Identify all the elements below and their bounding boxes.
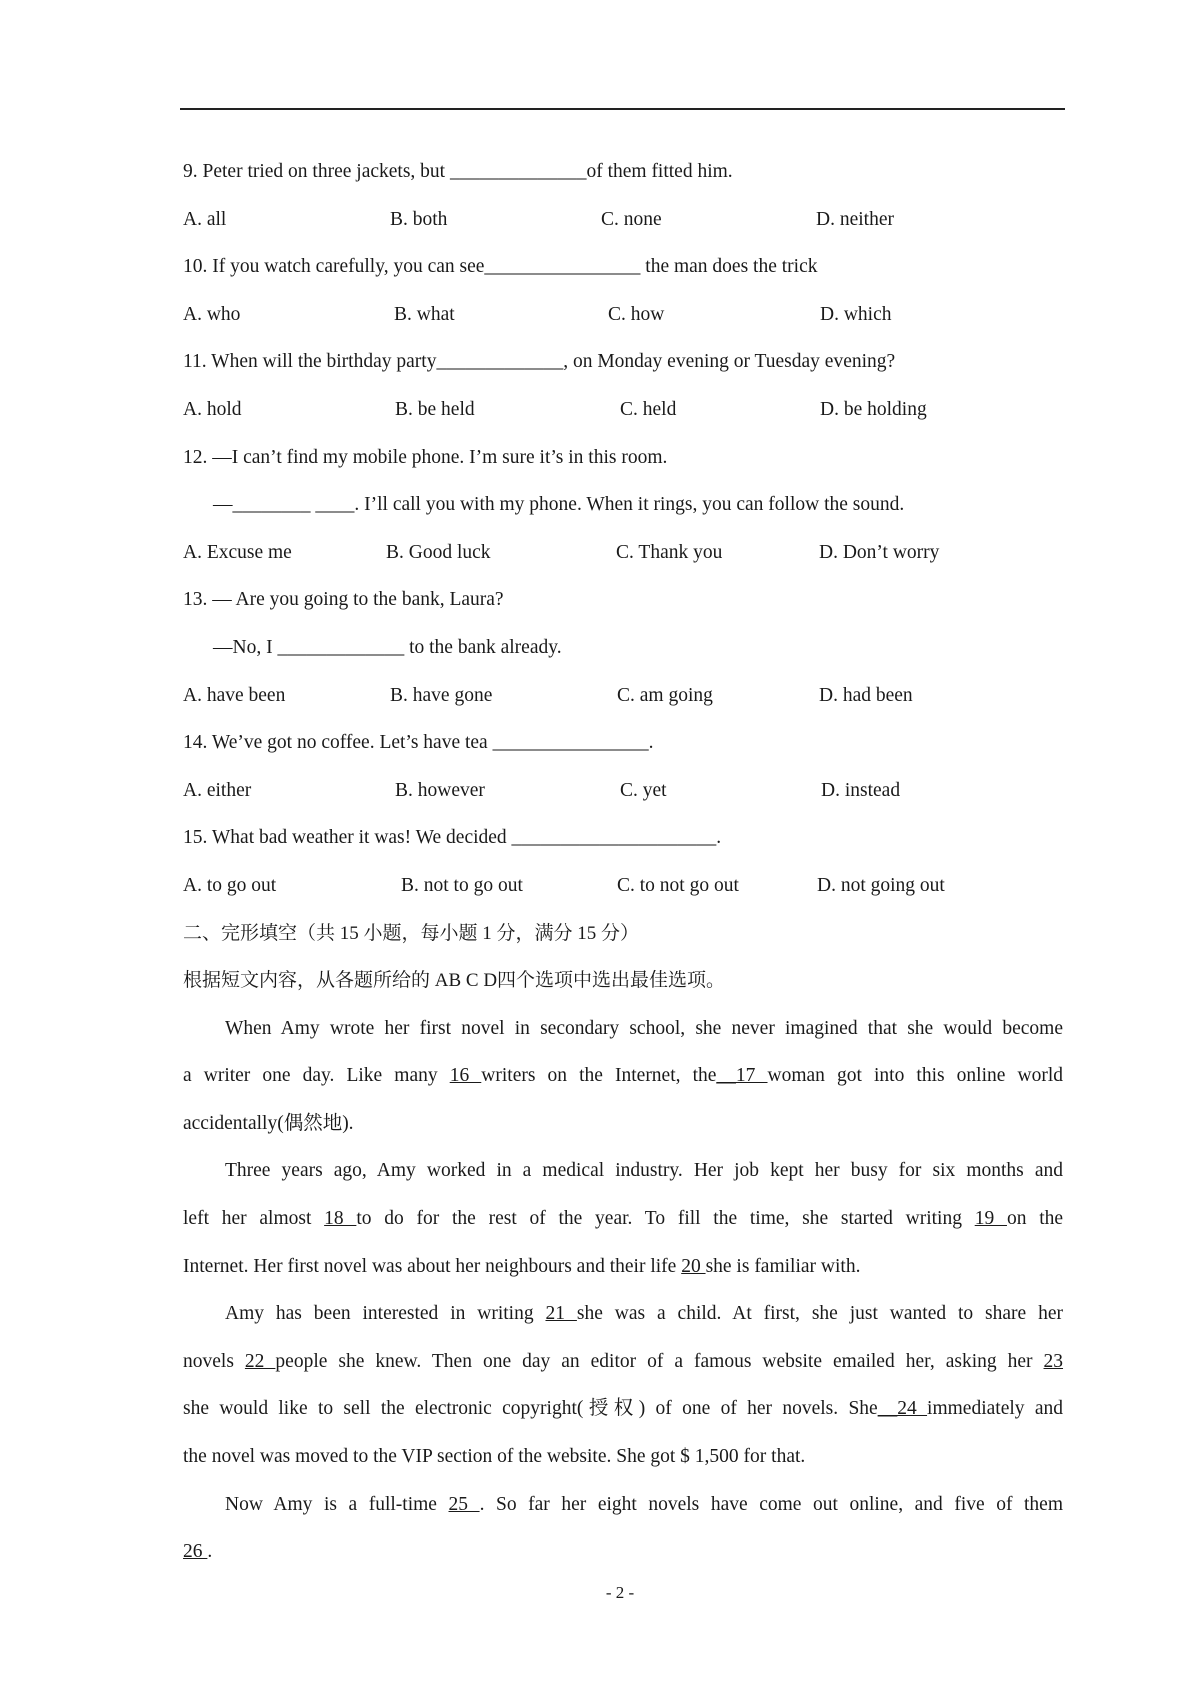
- blank-20: 20: [681, 1255, 706, 1277]
- passage-line: Now Amy is a full-time 25 . So far her eight novels have come out online, and five of them: [225, 1493, 1063, 1515]
- option-c: C. am going: [617, 684, 713, 706]
- question-9-stem: 9. Peter tried on three jackets, but ______________of them fitted him.: [183, 161, 733, 182]
- option-d: D. Don’t worry: [819, 541, 940, 563]
- option-d: D. not going out: [817, 874, 945, 896]
- question-11-options: [183, 386, 1063, 434]
- passage-line: Internet. Her first novel was about her neighbours and their life 20 she is familiar with.: [183, 1255, 861, 1277]
- option-a: A. who: [183, 303, 241, 325]
- question-14-stem: 14. We’ve got no coffee. Let’s have tea ________________.: [183, 732, 654, 754]
- passage-line: a writer one day. Like many 16 writers on the Internet, the__17 woman got into this online world: [183, 1065, 1063, 1087]
- option-b: B. have gone: [390, 684, 493, 706]
- question-14-options: [183, 767, 1063, 815]
- blank-21: 21: [545, 1303, 577, 1325]
- option-c: C. held: [620, 398, 677, 420]
- option-c: C. none: [601, 208, 662, 230]
- blank-18: 18: [324, 1208, 357, 1230]
- blank-19: 19: [974, 1208, 1007, 1230]
- passage-line: Three years ago, Amy worked in a medical industry. Her job kept her busy for six months and: [225, 1160, 1063, 1182]
- option-b: B. Good luck: [386, 541, 491, 563]
- blank-26: 26: [183, 1541, 208, 1563]
- option-a: A. either: [183, 779, 252, 801]
- question-10-stem: 10. If you watch carefully, you can see________________ the man does the trick: [183, 256, 818, 278]
- option-a: A. Excuse me: [183, 541, 292, 563]
- option-a: A. to go out: [183, 874, 277, 896]
- option-a: A. all: [183, 208, 227, 230]
- option-d: D. which: [820, 303, 892, 325]
- passage-line: novels 22 people she knew. Then one day an editor of a famous website emailed her, asking her 23: [183, 1350, 1064, 1372]
- option-c: C. how: [608, 303, 665, 325]
- option-a: A. have been: [183, 684, 286, 706]
- option-b: B. not to go out: [401, 874, 523, 896]
- passage-line: Amy has been interested in writing 21 she was a child. At first, she just wanted to share her: [225, 1303, 1063, 1325]
- question-15-stem: 15. What bad weather it was! We decided _____________________.: [183, 827, 722, 849]
- option-d: D. be holding: [820, 398, 927, 420]
- question-12-options: [183, 529, 1063, 577]
- option-c: C. to not go out: [617, 874, 739, 896]
- option-a: A. hold: [183, 398, 242, 420]
- section-title: 二、完形填空（共 15 小题，每小题 1 分，满分 15 分）: [183, 922, 640, 944]
- question-13-stem-reply: —No, I _____________ to the bank already.: [213, 636, 562, 658]
- blank-22: 22: [244, 1350, 276, 1372]
- question-15-options: [183, 862, 1063, 910]
- question-12-stem-reply: —________ ____. I’ll call you with my phone. When it rings, you can follow the sound.: [213, 494, 905, 516]
- passage-line: When Amy wrote her first novel in secondary school, she never imagined that she would become: [225, 1017, 1063, 1039]
- option-c: C. Thank you: [616, 541, 723, 563]
- header-rule: [180, 108, 1065, 110]
- option-d: D. neither: [816, 208, 894, 230]
- question-10-options: [183, 291, 1063, 339]
- question-13-stem: 13. — Are you going to the bank, Laura?: [183, 589, 504, 611]
- blank-24: __24: [877, 1398, 928, 1420]
- option-b: B. both: [390, 208, 448, 230]
- passage-line: accidentally(偶然地).: [183, 1112, 354, 1134]
- passage-line: left her almost 18 to do for the rest of the year. To fill the time, she started writing 19 on the: [183, 1208, 1064, 1230]
- blank-25: 25: [448, 1493, 480, 1515]
- blank-23: 23: [1043, 1350, 1064, 1372]
- page-number: - 2 -: [605, 1583, 635, 1602]
- question-9-options: [183, 196, 1063, 244]
- section-instruction: 根据短文内容，从各题所给的 AB C D四个选项中选出最佳选项。: [183, 970, 726, 992]
- option-c: C. yet: [620, 779, 667, 801]
- exam-page-content: [183, 148, 1063, 1576]
- blank-17: __17: [716, 1065, 768, 1087]
- option-b: B. be held: [395, 398, 475, 420]
- blank-16: 16: [449, 1065, 482, 1087]
- option-d: D. had been: [819, 684, 913, 706]
- passage-line: she would like to sell the electronic copyright(授权) of one of her novels. She__24 immediately and: [183, 1398, 1063, 1420]
- question-11-stem: 11. When will the birthday party_____________, on Monday evening or Tuesday evening?: [183, 351, 896, 373]
- option-b: B. what: [394, 303, 455, 325]
- question-13-options: [183, 672, 1063, 720]
- question-12-stem: 12. —I can’t find my mobile phone. I’m sure it’s in this room.: [183, 446, 668, 468]
- passage-line: 26 .: [183, 1541, 213, 1563]
- passage-line: the novel was moved to the VIP section of the website. She got $ 1,500 for that.: [183, 1446, 806, 1468]
- option-d: D. instead: [821, 779, 901, 801]
- option-b: B. however: [395, 779, 485, 801]
